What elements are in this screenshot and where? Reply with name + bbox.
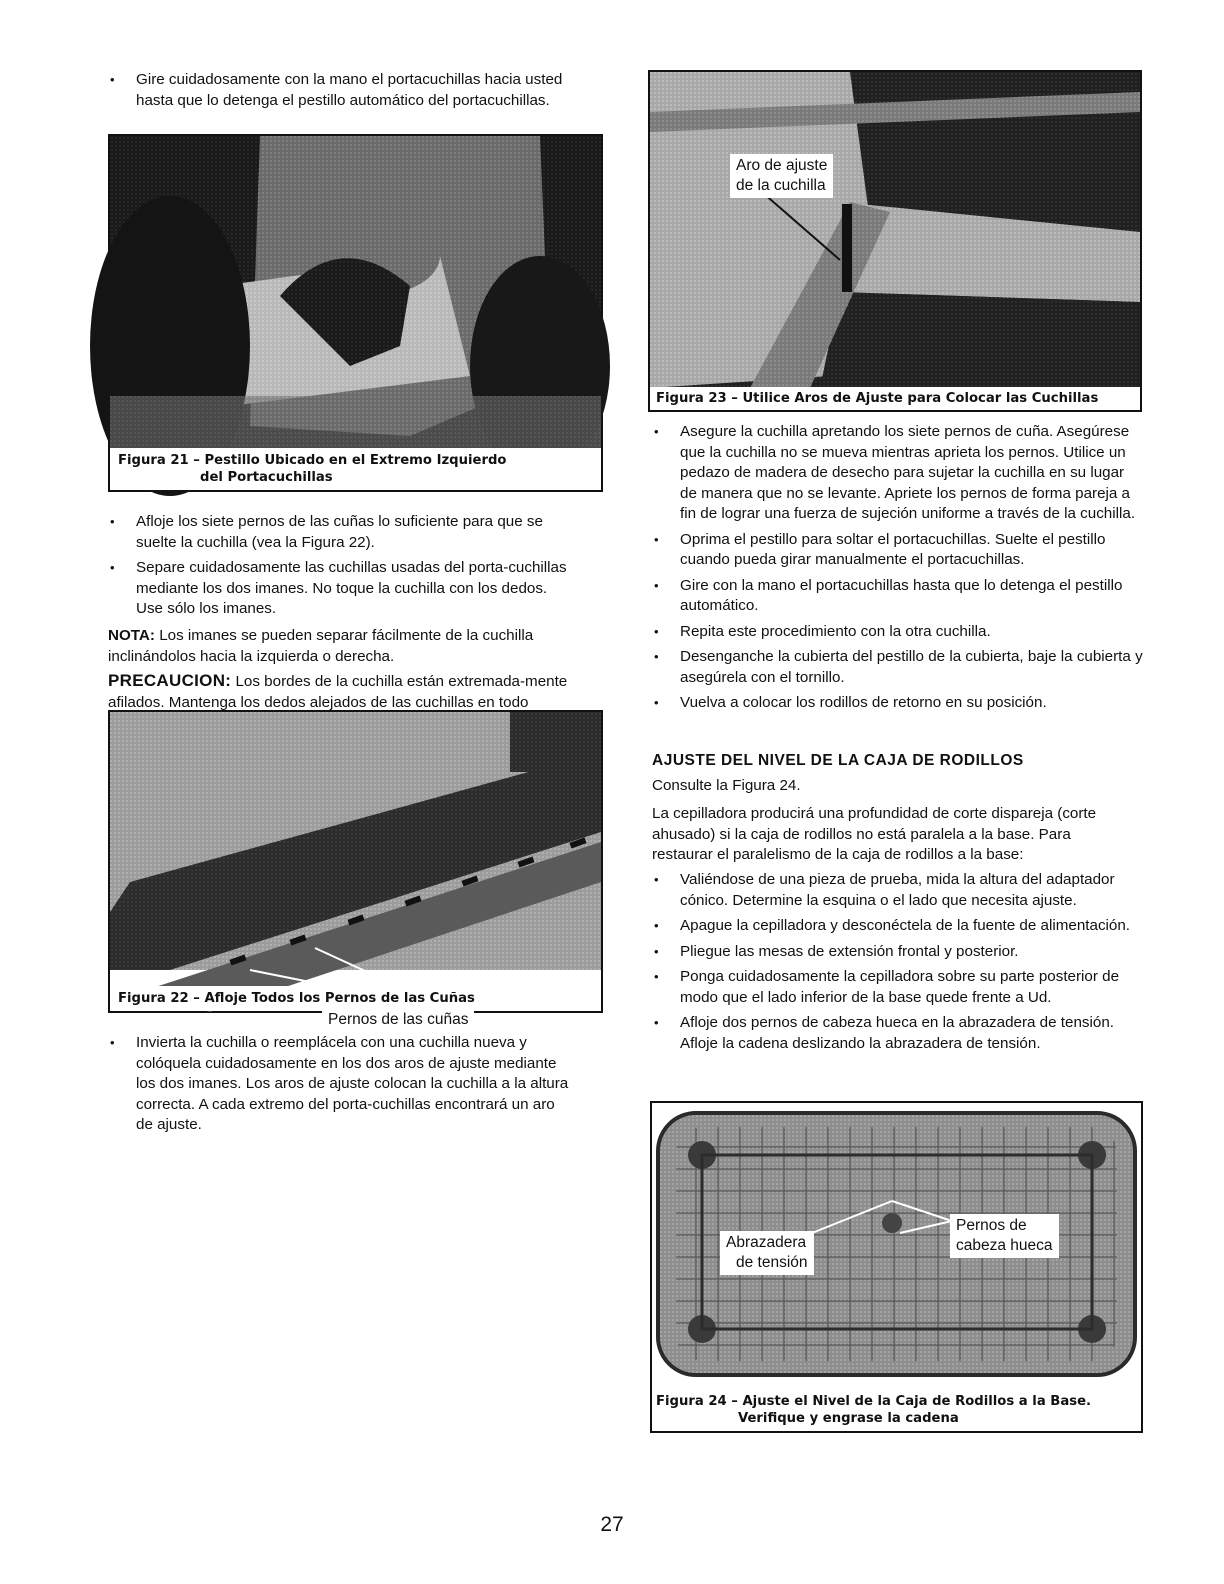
figure-24-callout-right-line1: Pernos de — [956, 1217, 1027, 1234]
figure-24-callout-left-line2: de tensión — [736, 1254, 808, 1271]
figure-21-caption-line2: del Portacuchillas — [200, 470, 333, 485]
section-title: AJUSTE DEL NIVEL DE LA CAJA DE RODILLOS — [652, 752, 1024, 769]
figure-23-callout-line1: Aro de ajuste — [736, 157, 828, 174]
list-item: • Gire con la mano el portacuchillas hasta que lo detenga el pestillo automático. — [652, 576, 1144, 617]
figure-21-caption-line1: Figura 21 – Pestillo Ubicado en el Extremo Izquierdo — [118, 453, 507, 468]
list-item: • Afloje los siete pernos de las cuñas lo suficiente para que se suelte la cuchilla (vea la Figura 22). — [108, 512, 578, 553]
list-item: • Valiéndose de una pieza de prueba, mida la altura del adaptador cónico. Determine la esquina o el lado que necesita ajuste. — [652, 870, 1144, 911]
figure-21-illustration — [110, 136, 601, 448]
consult-text: Consulte la Figura 24. — [652, 777, 801, 794]
figure-24-callout-left — [720, 1231, 814, 1275]
nota-label: NOTA: — [108, 627, 155, 644]
figure-24-callout-right — [950, 1214, 1059, 1258]
figure-21-caption — [110, 448, 601, 490]
precaucion-label: PRECAUCION: — [108, 671, 232, 690]
list-item: • Gire cuidadosamente con la mano el portacuchillas hacia usted hasta que lo detenga el pestillo automático del portacuchillas. — [108, 70, 603, 111]
figure-22-callout: Pernos de las cuñas — [322, 1008, 474, 1031]
section-paragraph: La cepilladora producirá una profundidad de corte dispareja (corte ahusado) si la caja de rodillos no está paralela a la base. Para restaurar el paralelismo de la caja de rodillos a la base: — [652, 805, 1097, 863]
list-item: • Pliegue las mesas de extensión frontal y posterior. — [652, 942, 1144, 963]
list-item: • Repita este procedimiento con la otra cuchilla. — [652, 622, 1144, 643]
list-item: • Asegure la cuchilla apretando los siete pernos de cuña. Asegúrese que la cuchilla no se mueva mientras aprieta los pernos. Utilice un pedazo de madera de desecho para sujetar la cuchilla en su lugar de manera que no se levante. Apriete los pernos de forma pareja a fin de lograr una fuerza de sujeción uniforme a través de la cuchilla. — [652, 422, 1144, 525]
list-item: • Invierta la cuchilla o reemplácela con una cuchilla nueva y colóquela cuidadosamente en los dos aros de ajuste mediante los dos imanes. Los aros de ajuste colocan la cuchilla a la altura correcta. A cada extremo del porta-cuchillas encontrará un aro de ajuste. — [108, 1033, 573, 1136]
figure-24-callout-right-line2: cabeza hueca — [956, 1237, 1053, 1254]
figure-22-illustration — [110, 712, 601, 970]
figure-23-callout-line2: de la cuchilla — [736, 177, 826, 194]
page-number: 27 — [600, 1513, 624, 1536]
list-item: • Separe cuidadosamente las cuchillas usadas del porta-cuchillas mediante los dos imanes. No toque la cuchilla con los dedos. Use sólo los imanes. — [108, 558, 578, 620]
fig23-bullet-list — [652, 422, 1144, 714]
figure-22-photo — [110, 712, 601, 970]
figure-23 — [648, 70, 1142, 412]
figure-22-caption — [110, 986, 601, 1011]
list-item: • Apague la cepilladora y desconéctela de la fuente de alimentación. — [652, 916, 1144, 937]
figure-23-photo — [650, 72, 1140, 388]
figure-22 — [108, 710, 603, 1028]
figure-21-photo — [110, 136, 601, 448]
figure-23-caption — [650, 387, 1140, 410]
fig22-bullet-list — [108, 1033, 573, 1136]
figure-23-caption-text: Figura 23 – Utilice Aros de Ajuste para Colocar las Cuchillas — [656, 391, 1099, 406]
figure-22-caption-text: Figura 22 – Afloje Todos los Pernos de las Cuñas — [118, 991, 475, 1006]
list-item: • Afloje dos pernos de cabeza hueca en la abrazadera de tensión. Afloje la cadena deslizando la abrazadera de tensión. — [652, 1013, 1144, 1054]
intro-bullet-list — [108, 70, 603, 111]
list-item: • Desenganche la cubierta del pestillo de la cubierta, baje la cubierta y asegúrela con el tornillo. — [652, 647, 1144, 688]
section-bullet-list — [652, 870, 1144, 1054]
figure-21 — [108, 134, 603, 492]
figure-24-caption — [652, 1389, 1141, 1431]
list-item: • Ponga cuidadosamente la cepilladora sobre su parte posterior de modo que el lado inferior de la base quede frente a Ud. — [652, 967, 1144, 1008]
figure-23-illustration — [650, 72, 1140, 388]
figure-24-caption-line1: Figura 24 – Ajuste el Nivel de la Caja de Rodillos a la Base. — [656, 1394, 1092, 1409]
figure-23-callout — [730, 154, 833, 198]
precaucion-text: Los bordes de la cuchilla están extremada-mente afilados. Mantenga los dedos alejados de las cuchillas en todo — [108, 673, 568, 711]
figure-24-callout-left-line1: Abrazadera — [726, 1234, 807, 1251]
list-item: • Vuelva a colocar los rodillos de retorno en su posición. — [652, 693, 1144, 714]
figure-24-caption-line2: Verifique y engrase la cadena — [738, 1411, 959, 1426]
nota-text: Los imanes se pueden separar fácilmente de la cuchilla inclinándolos hacia la izquierda o derecha. — [108, 627, 534, 665]
figure-24 — [650, 1101, 1143, 1433]
nota-paragraph — [108, 626, 603, 667]
fig21-bullet-list — [108, 512, 578, 620]
list-item: • Oprima el pestillo para soltar el portacuchillas. Suelte el pestillo cuando pueda girar manualmente el portacuchillas. — [652, 530, 1144, 571]
